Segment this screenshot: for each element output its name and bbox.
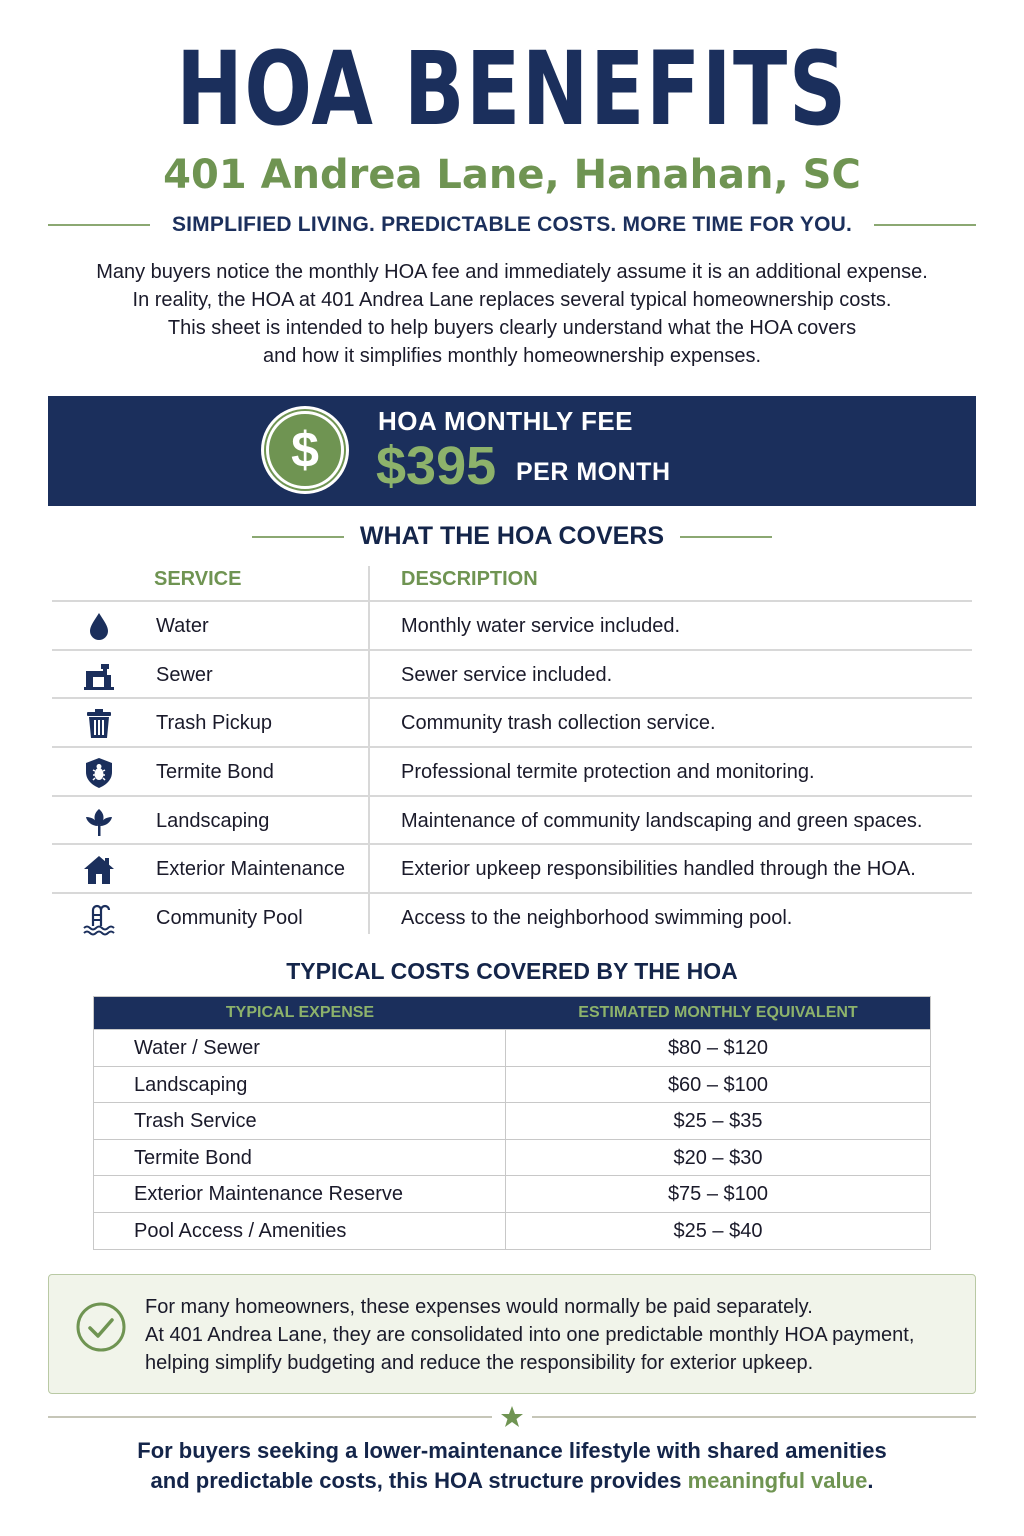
description-column-header: DESCRIPTION: [401, 568, 538, 590]
divider-line: [532, 1416, 976, 1418]
page-title: HOA BENEFITS: [176, 30, 848, 149]
table-row: [52, 748, 972, 797]
table-row: [94, 1139, 930, 1176]
expense-name: Landscaping: [94, 1067, 506, 1103]
coverage-heading: WHAT THE HOA COVERS: [359, 522, 665, 550]
coverage-heading-row: [0, 522, 1024, 551]
table-row: [94, 1029, 930, 1066]
closing-line: [0, 1466, 1024, 1496]
service-description: Maintenance of community landscaping and green spaces.: [401, 809, 923, 832]
coverage-table-header: [52, 562, 972, 602]
intro-line: In reality, the HOA at 401 Andrea Lane replaces several typical homeownership costs.: [132, 289, 892, 311]
intro-line: and how it simplifies monthly homeownership expenses.: [262, 345, 762, 367]
divider-line: [680, 536, 772, 538]
divider-line: [48, 224, 150, 226]
expense-range: $25 – $40: [673, 1219, 763, 1242]
star-divider: [48, 1404, 976, 1430]
service-name: Landscaping: [156, 809, 270, 832]
table-row: [94, 1175, 930, 1212]
expense-column-header: TYPICAL EXPENSE: [225, 1004, 375, 1021]
service-description: Exterior upkeep responsibilities handled through the HOA.: [401, 858, 916, 881]
tagline: SIMPLIFIED LIVING. PREDICTABLE COSTS. MORE TIME FOR YOU.: [171, 213, 853, 236]
divider-line: [874, 224, 976, 226]
table-row: [94, 1102, 930, 1139]
fee-banner: [48, 396, 976, 506]
table-row: [52, 651, 972, 700]
table-row: [94, 1212, 930, 1249]
star-icon: [500, 1405, 524, 1429]
expense-name: Trash Service: [94, 1103, 506, 1139]
expense-range: $25 – $35: [673, 1110, 763, 1133]
service-name: Trash Pickup: [156, 712, 272, 735]
plant-icon: [82, 805, 116, 839]
costs-table-header: [94, 997, 930, 1029]
dollar-symbol: $: [266, 411, 344, 489]
water-drop-icon: [82, 610, 116, 644]
closing-text: and predictable costs, this HOA structure provides: [150, 1468, 688, 1493]
check-circle-icon: [75, 1301, 127, 1353]
divider-line: [252, 536, 344, 538]
service-description: Monthly water service included.: [401, 615, 681, 637]
service-description: Sewer service included.: [401, 663, 613, 686]
closing-highlight: meaningful value: [687, 1468, 868, 1493]
expense-name: Termite Bond: [94, 1140, 506, 1176]
service-description: Access to the neighborhood swimming pool.: [401, 907, 793, 930]
tagline-row: [48, 210, 976, 240]
table-row: [94, 1066, 930, 1103]
expense-range: $60 – $100: [667, 1073, 769, 1096]
summary-line: For many homeowners, these expenses would normally be paid separately.: [145, 1296, 813, 1318]
closing-statement: [0, 1436, 1024, 1496]
pipe-icon: [82, 659, 116, 693]
expense-range: $20 – $30: [673, 1146, 763, 1169]
equivalent-column-header: ESTIMATED MONTHLY EQUIVALENT: [578, 1004, 858, 1021]
summary-note: [48, 1274, 976, 1394]
service-name: Sewer: [156, 663, 213, 686]
property-address: 401 Andrea Lane, Hanahan, SC: [163, 152, 861, 198]
costs-table: [93, 996, 931, 1250]
intro-line: This sheet is intended to help buyers clearly understand what the HOA covers: [167, 317, 857, 339]
table-row: [52, 699, 972, 748]
closing-line: For buyers seeking a lower-maintenance lifestyle with shared amenities: [137, 1438, 887, 1463]
service-name: Exterior Maintenance: [156, 858, 345, 881]
closing-period: .: [867, 1468, 874, 1493]
service-description: Community trash collection service.: [401, 712, 716, 735]
table-row: [52, 797, 972, 846]
costs-heading: TYPICAL COSTS COVERED BY THE HOA: [286, 958, 738, 984]
fee-amount: $395: [376, 436, 497, 496]
service-name: Termite Bond: [156, 761, 274, 784]
expense-range: $75 – $100: [667, 1183, 769, 1206]
costs-heading-row: [0, 958, 1024, 985]
service-column-header: SERVICE: [154, 568, 242, 590]
dollar-coin-icon: [261, 406, 349, 494]
table-row: [52, 602, 972, 651]
fee-label: HOA MONTHLY FEE: [378, 406, 634, 436]
fee-period: PER MONTH: [516, 458, 671, 486]
service-name: Community Pool: [156, 907, 303, 930]
service-name: Water: [156, 615, 209, 637]
intro-paragraph: [60, 258, 964, 370]
divider-line: [48, 1416, 492, 1418]
expense-name: Water / Sewer: [94, 1030, 506, 1066]
coverage-table: [52, 562, 972, 943]
summary-text: [145, 1293, 914, 1377]
summary-line: At 401 Andrea Lane, they are consolidated into one predictable monthly HOA payment,: [145, 1324, 915, 1346]
table-row: [52, 894, 972, 943]
house-icon: [82, 853, 116, 887]
table-row: [52, 845, 972, 894]
service-description: Professional termite protection and monitoring.: [401, 761, 815, 784]
expense-name: Pool Access / Amenities: [94, 1213, 506, 1249]
expense-name: Exterior Maintenance Reserve: [94, 1176, 506, 1212]
intro-line: Many buyers notice the monthly HOA fee and immediately assume it is an additional expense.: [96, 261, 928, 283]
summary-line: helping simplify budgeting and reduce the responsibility for exterior upkeep.: [145, 1352, 814, 1374]
expense-range: $80 – $120: [667, 1037, 769, 1059]
bug-shield-icon: [82, 756, 116, 790]
pool-ladder-icon: [82, 902, 116, 936]
trash-can-icon: [82, 707, 116, 741]
